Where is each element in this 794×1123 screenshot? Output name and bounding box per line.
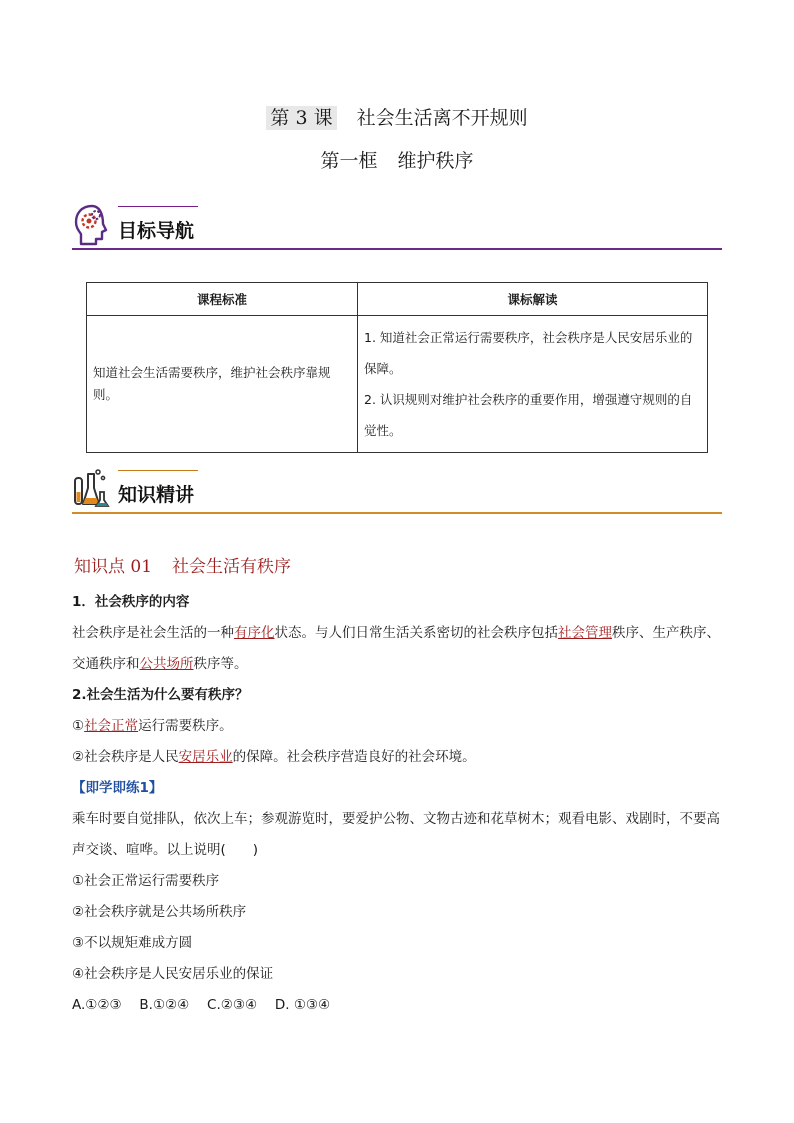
section-divider bbox=[72, 248, 722, 250]
standard-cell: 知道社会生活需要秩序，维护社会秩序靠规则。 bbox=[87, 316, 358, 453]
text-span: 秩序等。 bbox=[193, 656, 248, 672]
practice-option-1: ①社会正常运行需要秩序 bbox=[72, 873, 220, 889]
curriculum-standards-table bbox=[86, 282, 708, 453]
table-header-interpretation: 课标解读 bbox=[358, 283, 708, 316]
section-top-line bbox=[118, 470, 198, 471]
section-title: 目标导航 bbox=[118, 220, 195, 242]
text-span: 社会秩序是社会生活的一种 bbox=[72, 625, 234, 641]
text-span: ②社会秩序是人民 bbox=[72, 749, 179, 765]
knowledge-content bbox=[72, 587, 720, 1021]
section-goal-navigation bbox=[72, 202, 722, 250]
section-title: 知识精讲 bbox=[118, 484, 195, 506]
knowledge-point-label: 知识点 01 bbox=[74, 557, 153, 577]
interpretation-item-2: 2. 认识规则对维护社会秩序的重要作用，增强遵守规则的自觉性。 bbox=[364, 392, 693, 438]
frame-name: 维护秩序 bbox=[397, 150, 474, 172]
knowledge-point-heading bbox=[74, 552, 291, 577]
interpretation-cell bbox=[358, 316, 708, 453]
content-heading-1: 1．社会秩序的内容 bbox=[72, 594, 190, 610]
practice-label: 【即学即练1】 bbox=[72, 780, 163, 796]
text-span: 运行需要秩序。 bbox=[138, 718, 233, 734]
text-span: 状态。与人们日常生活关系密切的社会秩序包括 bbox=[274, 625, 558, 641]
lesson-name: 社会生活离不开规则 bbox=[356, 107, 528, 129]
key-term: 社会正常 bbox=[84, 718, 139, 734]
key-term: 社会管理 bbox=[558, 625, 612, 641]
practice-option-4: ④社会秩序是人民安居乐业的保证 bbox=[72, 966, 274, 982]
lesson-title bbox=[0, 103, 794, 130]
frame-title bbox=[0, 146, 794, 173]
section-divider bbox=[72, 512, 722, 514]
lesson-number: 第 3 课 bbox=[266, 106, 336, 130]
lab-flask-icon bbox=[72, 466, 112, 512]
content-paragraph-1 bbox=[72, 618, 720, 680]
frame-number: 第一框 bbox=[320, 150, 378, 172]
key-term: 有序化 bbox=[234, 625, 275, 641]
practice-option-3: ③不以规矩难成方圆 bbox=[72, 935, 193, 951]
knowledge-point-title: 社会生活有秩序 bbox=[172, 557, 292, 577]
text-span: 的保障。社会秩序营造良好的社会环境。 bbox=[232, 749, 476, 765]
table-header-row bbox=[87, 283, 708, 316]
reason-2 bbox=[72, 742, 720, 773]
key-term: 公共场所 bbox=[139, 656, 194, 672]
section-top-line bbox=[118, 206, 198, 207]
practice-option-2: ②社会秩序就是公共场所秩序 bbox=[72, 904, 247, 920]
text-span: ① bbox=[72, 718, 85, 734]
table-row bbox=[87, 316, 708, 453]
practice-choices: A.①②③ B.①②④ C.②③④ D. ①③④ bbox=[72, 997, 331, 1013]
interpretation-item-1: 1. 知道社会正常运行需要秩序，社会秩序是人民安居乐业的保障。 bbox=[364, 330, 693, 376]
table-header-standard: 课程标准 bbox=[87, 283, 358, 316]
content-heading-2: 2.社会生活为什么要有秩序？ bbox=[72, 687, 249, 703]
head-gears-icon bbox=[72, 202, 112, 248]
practice-question: 乘车时要自觉排队，依次上车；参观游览时，要爱护公物、文物古迹和花草树木；观看电影、戏剧时，不要高声交谈、喧哗。以上说明( ) bbox=[72, 811, 720, 858]
reason-1 bbox=[72, 711, 720, 742]
text-span: 秩序、生产秩序、交通秩序和 bbox=[72, 625, 720, 672]
section-knowledge-lecture bbox=[72, 466, 722, 514]
key-term: 安居乐业 bbox=[178, 749, 233, 765]
